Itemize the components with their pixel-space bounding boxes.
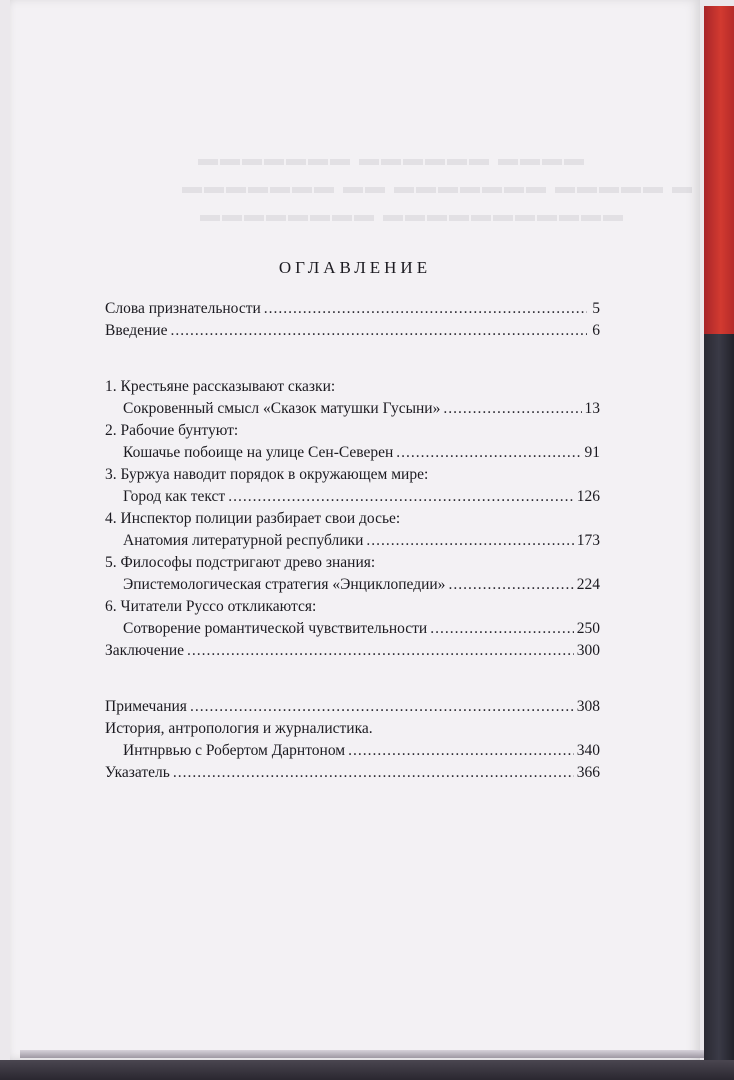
- toc-title: ОГЛАВЛЕНИЕ: [278, 258, 432, 277]
- leader-dots: [348, 740, 574, 762]
- toc-entry-page: 340: [576, 742, 600, 759]
- book-bottom-edge: [0, 1060, 734, 1080]
- leader-dots: [443, 398, 581, 420]
- toc-entry-title: Указатель: [105, 764, 170, 781]
- toc-entry-page: 173: [576, 532, 600, 549]
- toc-entry[interactable]: [105, 574, 600, 596]
- toc-entry-page: 91: [584, 444, 600, 461]
- toc-entry-title: Примечания: [105, 698, 187, 715]
- toc-entry-title: Эпистемологическая стратегия «Энциклопедии»: [123, 576, 446, 593]
- chapter-heading[interactable]: [105, 596, 600, 618]
- chapter-heading[interactable]: [105, 464, 600, 486]
- toc-entry[interactable]: [105, 762, 600, 784]
- toc-entry[interactable]: [105, 320, 600, 342]
- toc-entry[interactable]: [105, 398, 600, 420]
- toc-entry-title: Введение: [105, 322, 168, 339]
- toc-entry-title: Город как текст: [123, 488, 226, 505]
- chapter-heading-text: 5. Философы подстригают древо знания:: [105, 554, 376, 571]
- leader-dots: [228, 486, 574, 508]
- toc-entry-title: Интнрвью с Робертом Дарнтоном: [123, 742, 346, 759]
- leader-dots: [173, 762, 574, 784]
- chapter-heading[interactable]: [105, 552, 600, 574]
- chapter-heading[interactable]: [105, 376, 600, 398]
- page-bottom-shadow: [20, 1050, 704, 1058]
- toc-entry-page: 300: [576, 642, 600, 659]
- leader-dots: [366, 530, 573, 552]
- toc-entry[interactable]: [105, 740, 600, 762]
- toc-entry[interactable]: [105, 696, 600, 718]
- leader-dots: [264, 298, 587, 320]
- chapter-heading[interactable]: [105, 420, 600, 442]
- leader-dots: [187, 640, 574, 662]
- toc-entry-title: Сокровенный смысл «Сказок матушки Гусыни»: [123, 400, 441, 417]
- toc-entry-page: 5: [592, 300, 600, 317]
- toc-entry-page: 366: [576, 764, 600, 781]
- table-of-contents: [105, 298, 600, 784]
- chapter-heading-text: 3. Буржуа наводит порядок в окружающем мире:: [105, 466, 429, 483]
- leader-dots: [396, 442, 581, 464]
- toc-entry[interactable]: [105, 442, 600, 464]
- toc-entry-title: Сотворение романтической чувствительности: [123, 620, 428, 637]
- toc-entry-page: 13: [584, 400, 600, 417]
- leader-dots: [190, 696, 574, 718]
- toc-entry-title: Анатомия литературной республики: [123, 532, 364, 549]
- toc-entry-title: Кошачье побоище на улице Сен-Северен: [123, 444, 394, 461]
- toc-entry-page: 224: [576, 576, 600, 593]
- chapter-heading[interactable]: [105, 718, 600, 740]
- leader-dots: [170, 320, 587, 342]
- book-cover-edge-red: [704, 6, 734, 334]
- toc-entry[interactable]: [105, 530, 600, 552]
- chapter-heading-text: История, антропология и журналистика.: [105, 720, 373, 737]
- toc-entry[interactable]: [105, 486, 600, 508]
- chapter-heading-text: 1. Крестьяне рассказывают сказки:: [105, 378, 336, 395]
- book-cover-edge-dark: [704, 334, 734, 1080]
- chapter-heading-text: 2. Рабочие бунтуют:: [105, 422, 239, 439]
- toc-entry[interactable]: [105, 618, 600, 640]
- leader-dots: [448, 574, 573, 596]
- bleed-through-texture: ▬▬▬▬▬▬▬▬▬▬▬ ▬▬▬▬▬▬▬▬: [198, 204, 623, 226]
- toc-entry[interactable]: [105, 640, 600, 662]
- toc-entry[interactable]: [105, 298, 600, 320]
- leader-dots: [430, 618, 574, 640]
- bleed-through-texture: ▬ ▬▬▬▬▬ ▬▬▬▬▬▬▬ ▬▬ ▬▬▬▬▬▬▬: [180, 176, 692, 198]
- toc-entry-title: Слова признательности: [105, 300, 261, 317]
- bleed-through-texture: ▬▬▬▬ ▬▬▬▬▬▬ ▬▬▬▬▬▬▬: [196, 148, 584, 170]
- chapter-heading-text: 6. Читатели Руссо откликаются:: [105, 598, 317, 615]
- chapter-heading-text: 4. Инспектор полиции разбирает свои досье:: [105, 510, 401, 527]
- toc-entry-title: Заключение: [105, 642, 185, 659]
- toc-entry-page: 6: [592, 322, 600, 339]
- toc-entry-page: 126: [576, 488, 600, 505]
- chapter-heading[interactable]: [105, 508, 600, 530]
- toc-entry-page: 308: [576, 698, 600, 715]
- toc-entry-page: 250: [576, 620, 600, 637]
